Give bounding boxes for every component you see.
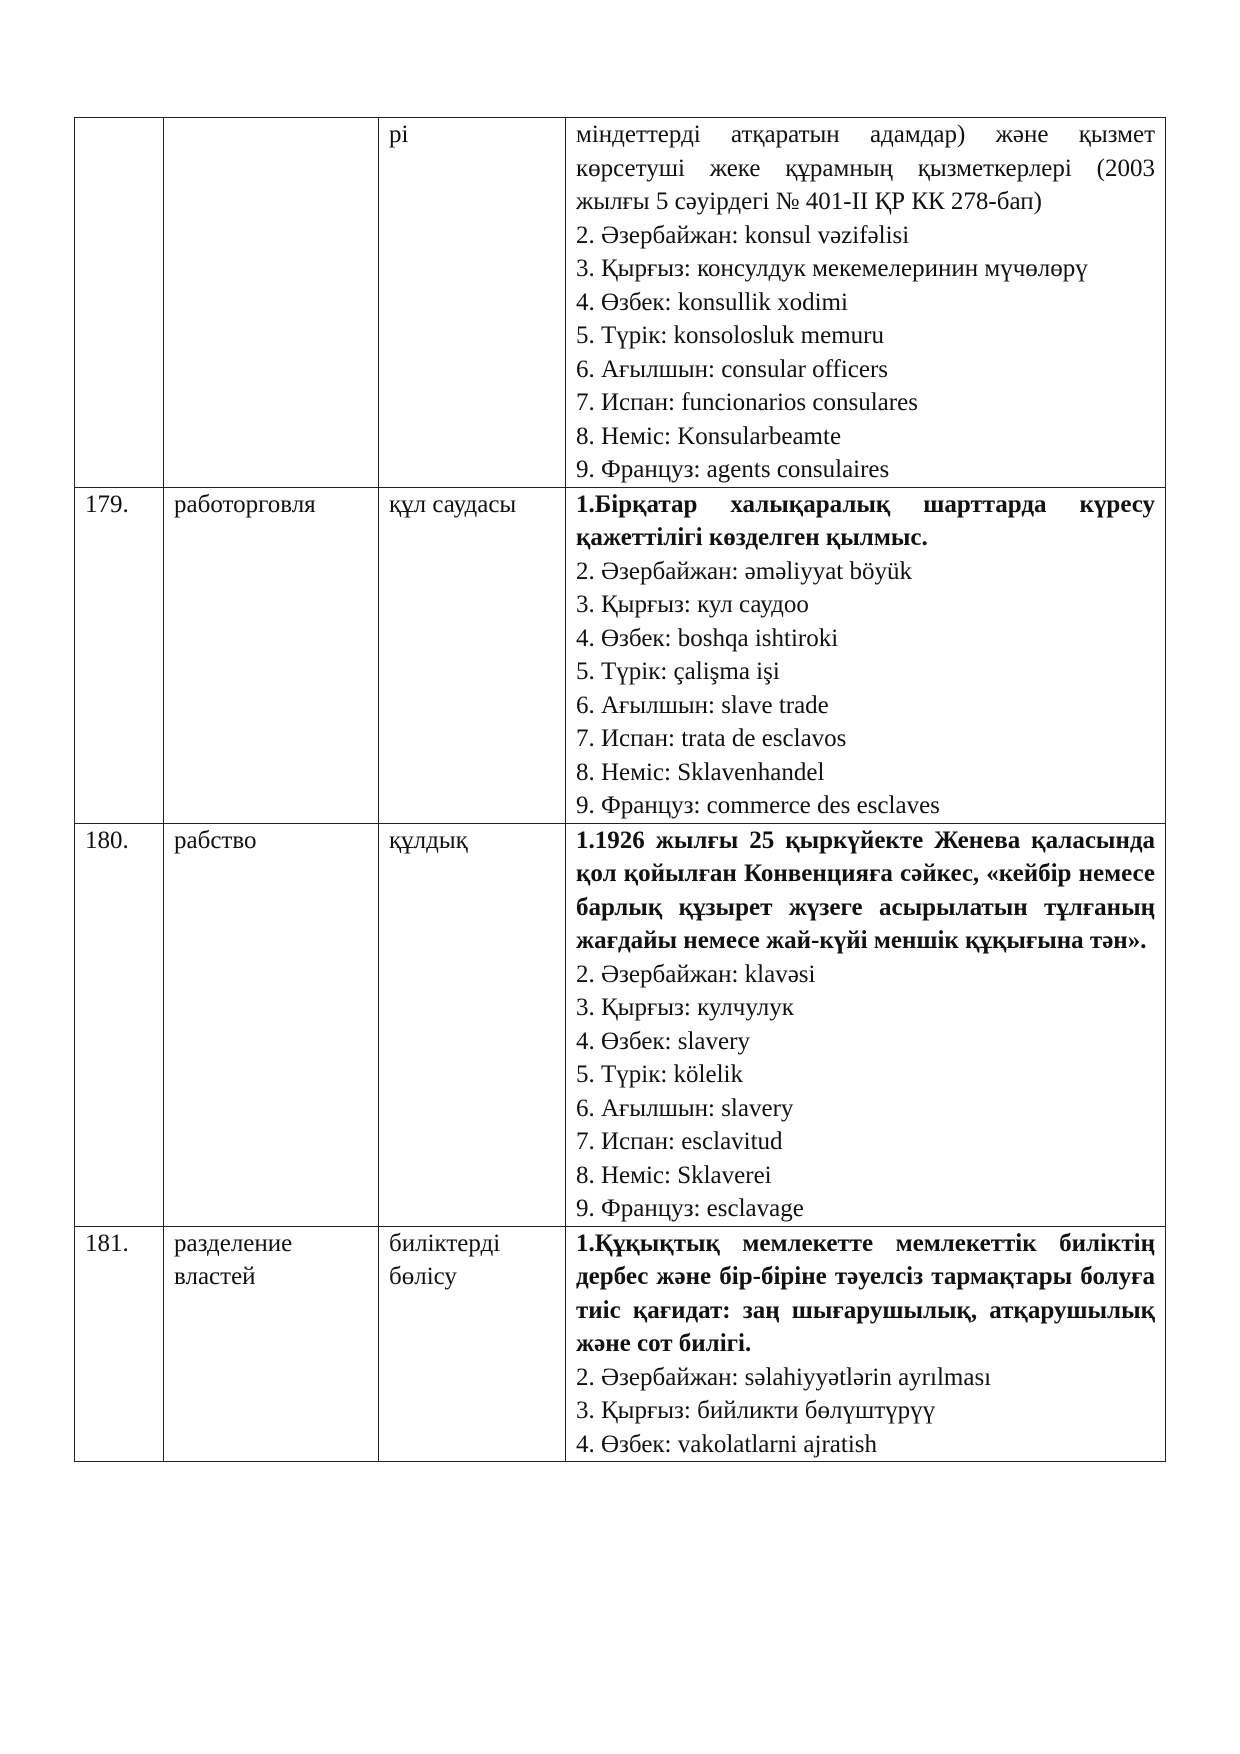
translation-line: 7. Испан: funcionarios consulares [576, 389, 918, 416]
translation-line: 6. Ағылшын: slavery [576, 1094, 794, 1122]
russian-term: рабство [164, 823, 379, 1226]
definition-text: 1.Құқықтық мемлекетте мемлекеттік биліктің дербес және бір-біріне тәуелсіз тармақтары болуға тиіс қағидат: заң шығарушылық, атқарушылық және сот билігі. [576, 1229, 1155, 1357]
definition-cell [566, 118, 1166, 488]
translation-line: 5. Түрік: çalişma işi [576, 658, 780, 685]
glossary-table [74, 117, 1166, 1462]
translation-line: 2. Әзербайжан: klavəsi [576, 960, 816, 988]
translation-line: 9. Француз: esclavage [576, 1195, 804, 1222]
translation-line: 3. Қырғыз: консулдук мекемелеринин мүчөлөрү [576, 255, 1088, 282]
translation-line: 8. Неміс: Sklavenhandel [576, 758, 825, 786]
translation-line: 3. Қырғыз: кул саудоо [576, 591, 809, 618]
translation-line: 4. Өзбек: boshqa ishtiroki [576, 624, 839, 652]
russian-term [164, 118, 379, 488]
translation-line: 2. Әзербайжан: konsul vəzifəlisi [576, 221, 910, 249]
table-row [75, 823, 1166, 1226]
definition-text: міндеттерді атқаратын адамдар) және қызмет көрсетуші жеке құрамның қызметкерлері (2003 жылғы 5 сәуірдегі № 401-II ҚР КК 278-бап) [576, 121, 1155, 215]
translation-line: 8. Неміс: Sklaverei [576, 1161, 772, 1189]
definition-text: 1.Бірқатар халықаралық шарттарда күресу қажеттілігі көзделген қылмыс. [576, 490, 1155, 551]
definition-cell [566, 487, 1166, 823]
entry-number: 180. [75, 823, 164, 1226]
translation-line: 5. Түрік: kölelik [576, 1061, 743, 1088]
translation-line: 6. Ағылшын: slave trade [576, 691, 829, 719]
entry-number [75, 118, 164, 488]
table-row [75, 1226, 1166, 1462]
kazakh-term: рі [379, 118, 566, 488]
table-row [75, 118, 1166, 488]
translation-line: 8. Неміс: Konsularbeamte [576, 422, 842, 450]
translation-line: 4. Өзбек: vakolatlarni ajratish [576, 1430, 877, 1458]
translation-line: 3. Қырғыз: бийликти бөлүштүрүү [576, 1397, 936, 1424]
translation-line: 7. Испан: esclavitud [576, 1128, 783, 1155]
kazakh-term: құлдық [379, 823, 566, 1226]
translation-line: 2. Әзербайжан: əməliyyat böyük [576, 557, 912, 585]
entry-number: 179. [75, 487, 164, 823]
translation-line: 5. Түрік: konsolosluk memuru [576, 322, 884, 349]
definition-cell [566, 823, 1166, 1226]
table-row [75, 487, 1166, 823]
entry-number: 181. [75, 1226, 164, 1462]
translation-line: 7. Испан: trata de esclavos [576, 725, 847, 752]
kazakh-term: құл саудасы [379, 487, 566, 823]
russian-term: работорговля [164, 487, 379, 823]
definition-cell [566, 1226, 1166, 1462]
translation-line: 3. Қырғыз: кулчулук [576, 994, 794, 1021]
translation-line: 6. Ағылшын: consular officers [576, 355, 889, 383]
translation-line: 9. Француз: agents consulaires [576, 456, 890, 483]
translation-line: 2. Әзербайжан: səlahiyyətlərin ayrılması [576, 1363, 992, 1391]
translation-line: 9. Француз: commerce des esclaves [576, 792, 940, 819]
translation-line: 4. Өзбек: slavery [576, 1027, 750, 1055]
translation-line: 4. Өзбек: konsullik xodimi [576, 288, 848, 316]
russian-term: разделение властей [164, 1226, 379, 1462]
definition-text: 1.1926 жылғы 25 қыркүйекте Женева қаласында қол қойылған Конвенцияға сәйкес, «кейбір немесе барлық құзырет жүзеге асырылатын тұлғаның жағдайы немесе жай-күйі меншік құқығына тән». [576, 826, 1155, 954]
kazakh-term: биліктерді бөлісу [379, 1226, 566, 1462]
